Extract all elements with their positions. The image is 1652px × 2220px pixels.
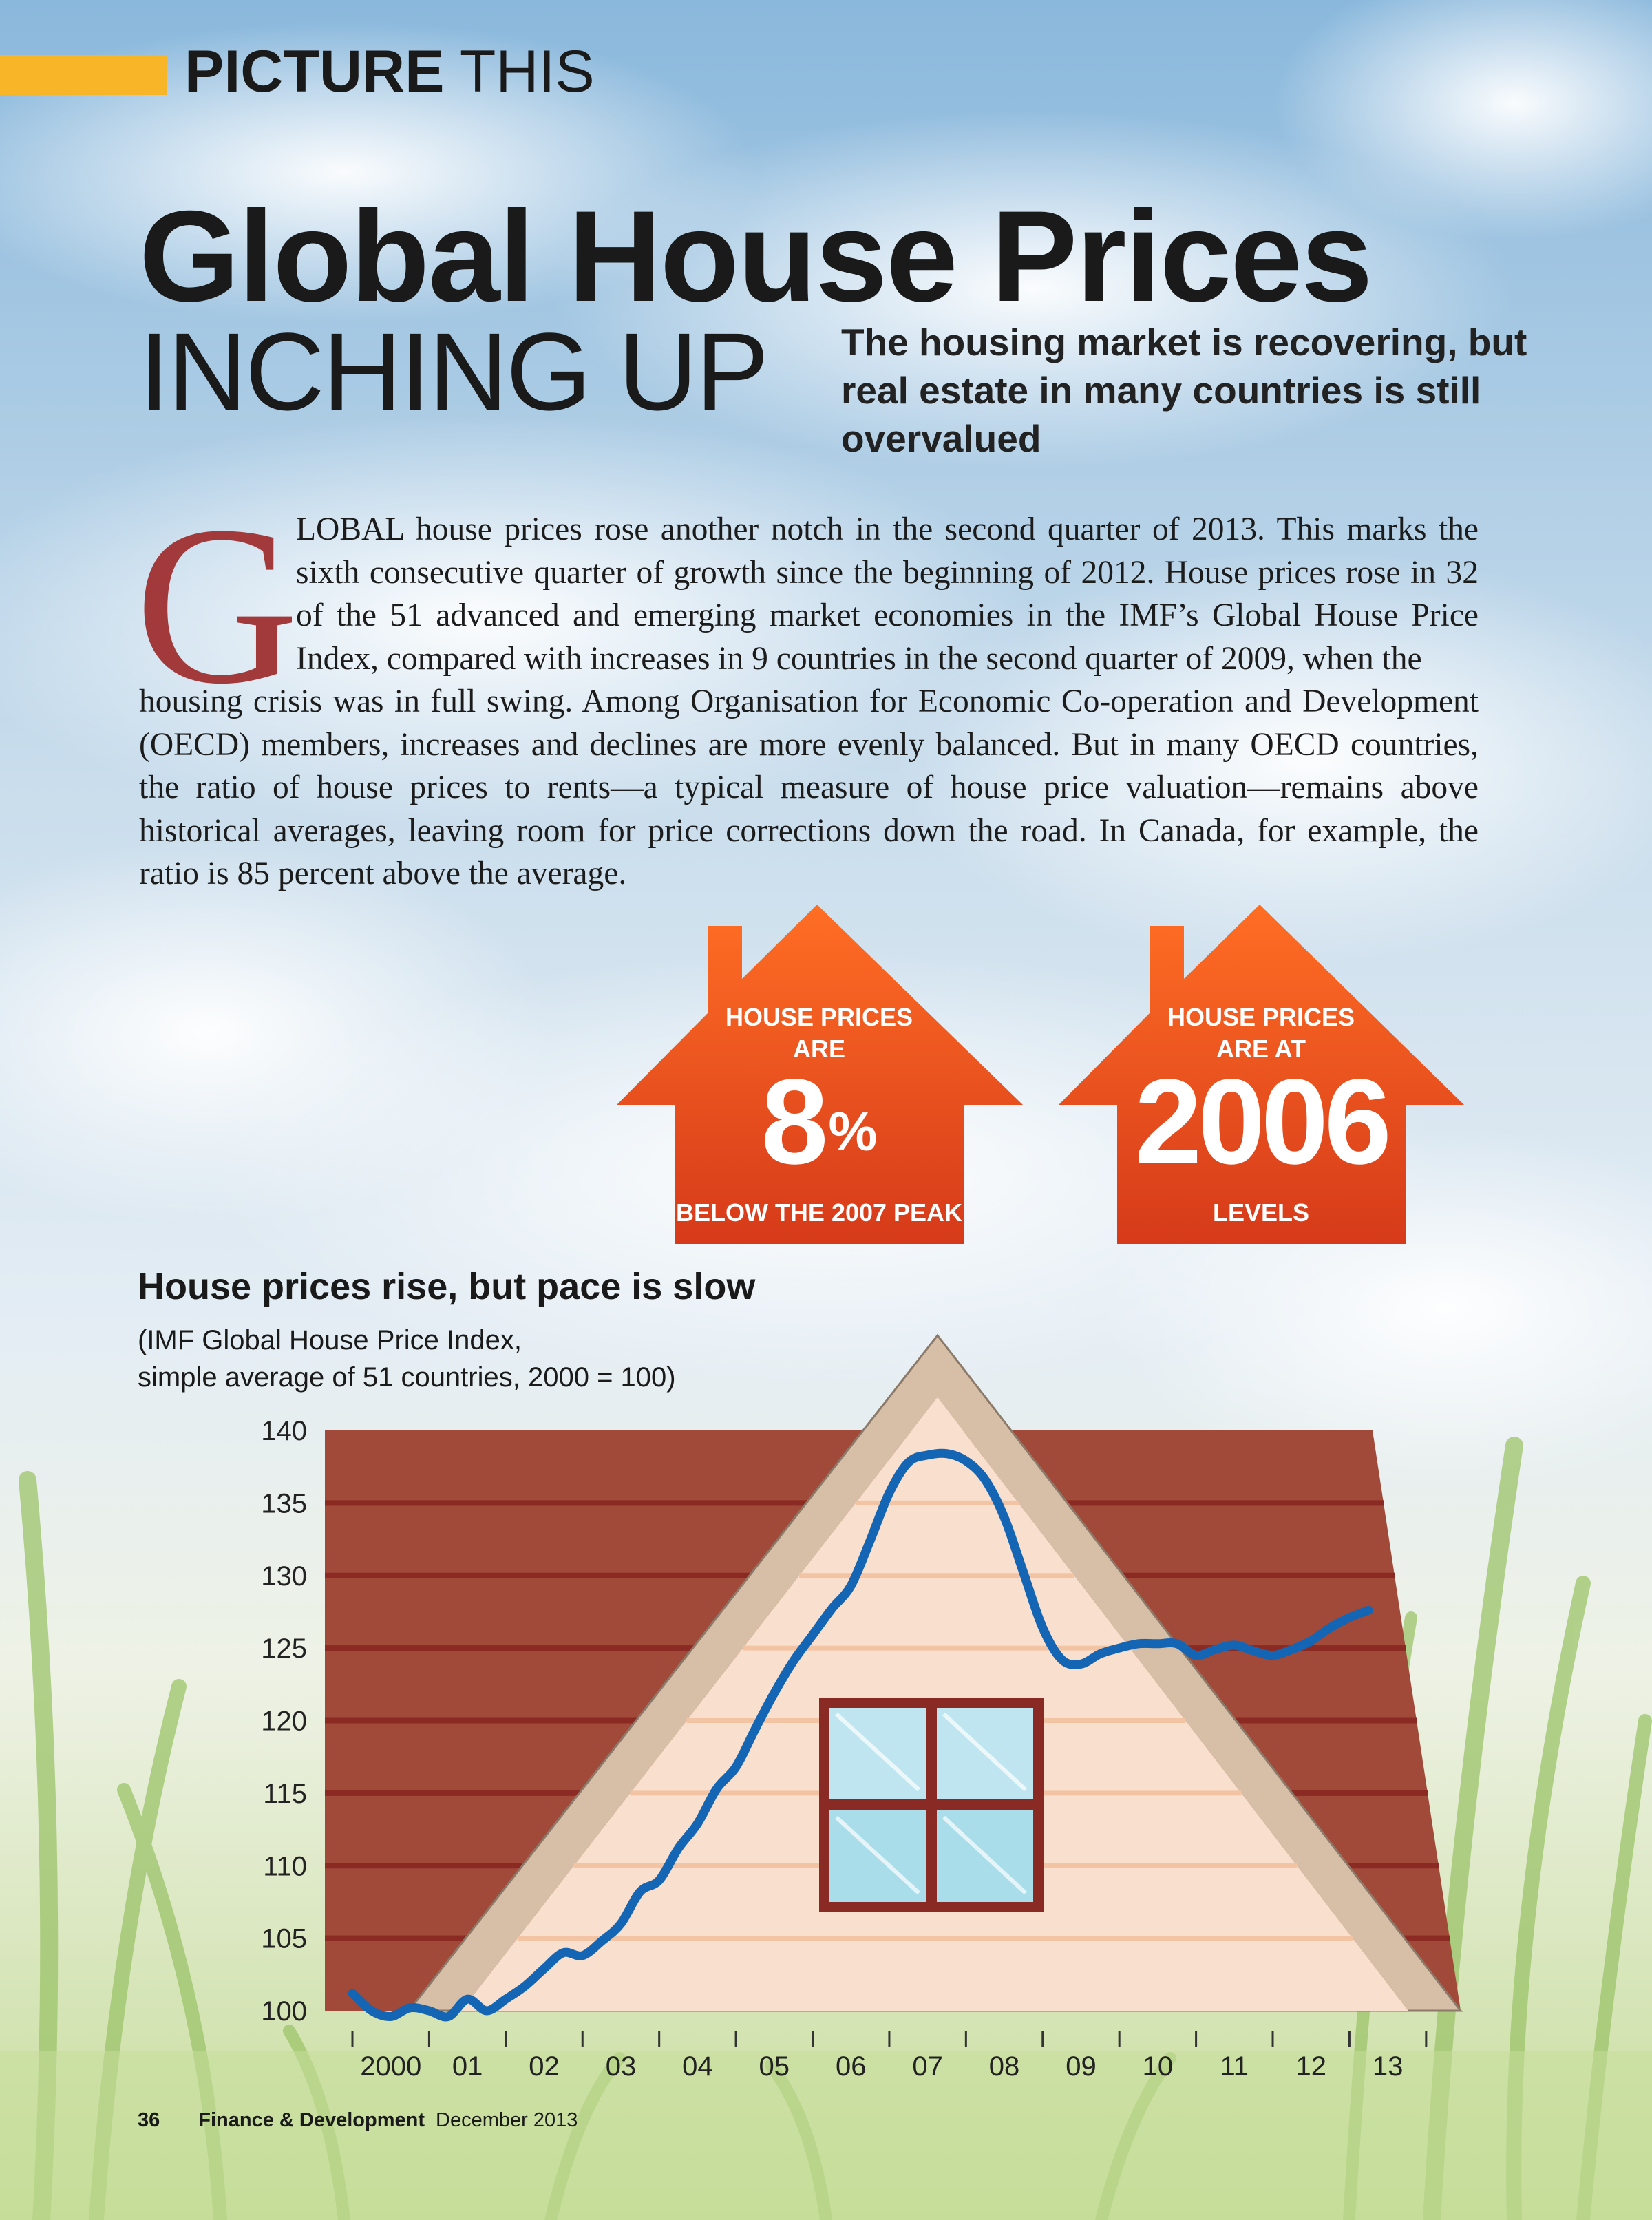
section-label: [184, 37, 595, 106]
x-tick-label: 13: [1372, 2051, 1404, 2082]
badge-2-bottom: LEVELS: [1212, 1198, 1310, 1227]
chart-subtitle-line1: (IMF Global House Price Index,: [138, 1325, 522, 1355]
article-lead: LOBAL house prices rose another notch in the second quarter of 2013. This marks the sixth consecutive quarter of growth since the beginning of 2012. House prices rose in 32 of the 51 advanced and emerging market economies in the IMF’s Global House Price Index, compared with increases in 9 countries in the second quarter of 2009, when the: [296, 511, 1479, 677]
y-tick-label: 105: [261, 1923, 307, 1954]
headline: Global House Prices: [139, 184, 1372, 328]
badge-1-value: [675, 1055, 964, 1190]
deck: The housing market is recovering, but real estate in many countries is still overvalued: [841, 321, 1527, 460]
magazine-name: Finance & Development: [198, 2109, 425, 2131]
line-chart: [0, 1308, 1652, 2082]
badge-1-line2: ARE: [792, 1035, 845, 1063]
issue-date: December 2013: [436, 2109, 578, 2131]
article-body: housing crisis was in full swing. Among Organisation for Economic Co-operation and Development (OECD) members, increases and declines are more evenly balanced. But in many OECD countries, the ratio of house prices to rents—a typical measure of house price valuation—remains above historical averages, leaving room for price corrections down the road. In Canada, for example, the ratio is 85 percent above the average.: [139, 684, 1479, 891]
y-tick-label: 135: [261, 1488, 307, 1519]
badge-2-line1: HOUSE PRICES: [1167, 1003, 1355, 1031]
y-tick-label: 140: [261, 1416, 307, 1446]
badge-2-value: 2006: [1134, 1055, 1388, 1190]
x-tick-label: 12: [1295, 2051, 1326, 2082]
x-tick-label: 01: [452, 2051, 483, 2082]
x-axis-ticks: [352, 2031, 1426, 2047]
x-tick-label: 11: [1220, 2051, 1249, 2082]
y-tick-label: 120: [261, 1706, 307, 1737]
badge-2-line2: ARE AT: [1216, 1035, 1306, 1063]
headline-sub: INCHING UP: [139, 310, 767, 433]
x-tick-label: 07: [912, 2051, 943, 2082]
y-tick-label: 110: [263, 1851, 307, 1882]
x-tick-label: 10: [1142, 2051, 1174, 2082]
badge-1-bottom: BELOW THE 2007 PEAK: [675, 1198, 963, 1227]
y-axis-ticks: [261, 1416, 307, 2027]
x-tick-label: 03: [605, 2051, 637, 2082]
badge-1-line1: HOUSE PRICES: [725, 1003, 913, 1031]
x-tick-label: 09: [1066, 2051, 1097, 2082]
x-tick-label: 08: [988, 2051, 1020, 2082]
x-tick-label: 05: [759, 2051, 790, 2082]
footer: [138, 2109, 578, 2132]
x-tick-label: 02: [529, 2051, 560, 2082]
house-illustration: [325, 1335, 1461, 2011]
y-tick-label: 130: [261, 1561, 307, 1592]
page-number: 36: [138, 2109, 160, 2131]
section-label-light: THIS: [459, 39, 595, 105]
y-tick-label: 100: [261, 1996, 307, 2027]
drop-cap: G: [135, 480, 299, 731]
x-tick-label: 2000: [360, 2051, 422, 2082]
section-accent-bar: [0, 55, 167, 95]
y-tick-label: 125: [261, 1634, 307, 1664]
section-label-bold: PICTURE: [184, 39, 445, 105]
badge-1-unit: %: [828, 1101, 878, 1162]
x-tick-label: 04: [682, 2051, 713, 2082]
chart-title: House prices rise, but pace is slow: [138, 1266, 756, 1307]
x-tick-label: 06: [835, 2051, 867, 2082]
y-tick-label: 115: [263, 1778, 307, 1809]
badge-1-number: 8: [761, 1055, 829, 1190]
chart-subtitle-line2: simple average of 51 countries, 2000 = 100): [138, 1362, 676, 1393]
